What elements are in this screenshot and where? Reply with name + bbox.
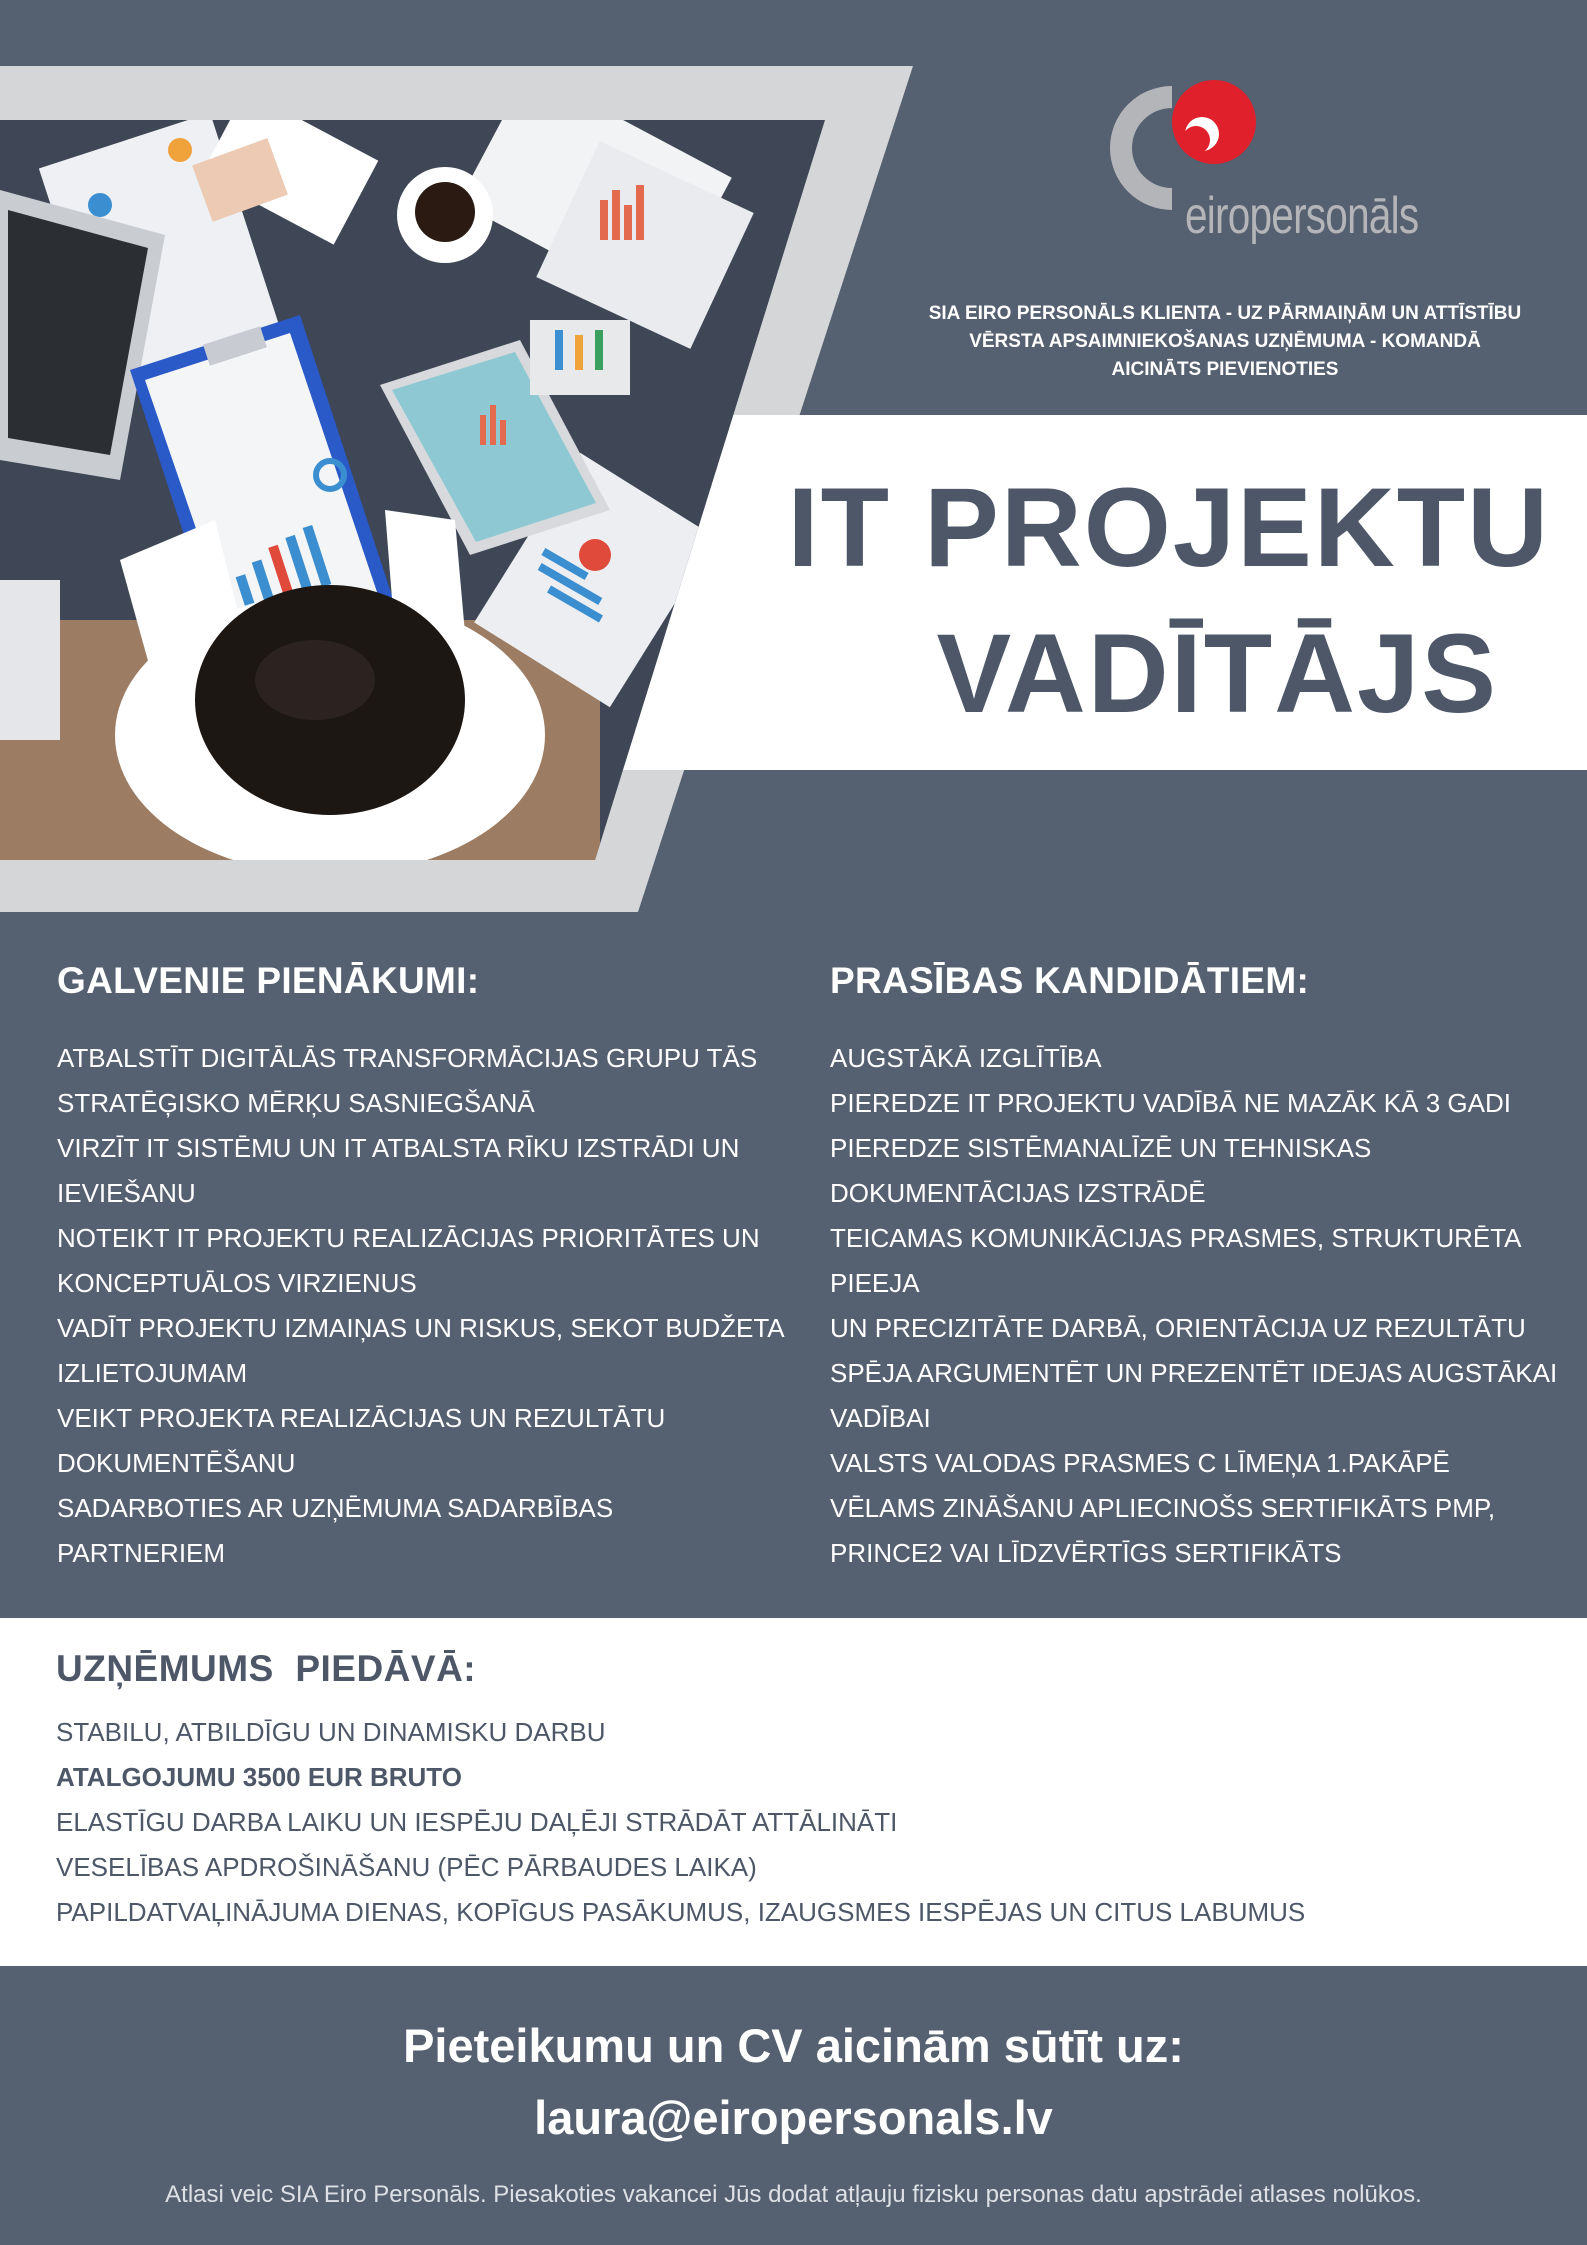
job-title-line-1: IT PROJEKTU bbox=[787, 465, 1550, 590]
requirements-line: UN PRECIZITĀTE DARBĀ, ORIENTĀCIJA UZ REZULTĀTU bbox=[830, 1313, 1526, 1343]
job-title bbox=[620, 455, 1550, 747]
requirements-line: SPĒJA ARGUMENTĒT UN PREZENTĒT IDEJAS AUGSTĀKAI bbox=[830, 1358, 1558, 1388]
intro-text bbox=[880, 300, 1570, 384]
requirements-line: PIEREDZE IT PROJEKTU VADĪBĀ NE MAZĀK KĀ 3 GADI bbox=[830, 1088, 1511, 1118]
job-title-line-2: VADĪTĀJS bbox=[936, 611, 1498, 736]
duties-line: PARTNERIEM bbox=[57, 1538, 226, 1568]
contact-email[interactable]: laura@eiropersonals.lv bbox=[534, 2091, 1053, 2144]
offer-list bbox=[56, 1710, 1305, 1935]
duties-line: SADARBOTIES AR UZŅĒMUMA SADARBĪBAS bbox=[57, 1493, 614, 1523]
intro-line: SIA EIRO PERSONĀLS KLIENTA - UZ PĀRMAIŅĀM UN ATTĪSTĪBU bbox=[928, 303, 1522, 324]
call-to-action bbox=[0, 2010, 1587, 2154]
requirements-line: VADĪBAI bbox=[830, 1403, 931, 1433]
duties-line: STRATĒĢISKO MĒRĶU SASNIEGŠANĀ bbox=[57, 1088, 535, 1118]
offer-item: PAPILDATVAĻINĀJUMA DIENAS, KOPĪGUS PASĀKUMUS, IZAUGSMES IESPĒJAS UN CITUS LABUMUS bbox=[56, 1897, 1306, 1927]
duties-line: NOTEIKT IT PROJEKTU REALIZĀCIJAS PRIORITĀTES UN bbox=[57, 1223, 760, 1253]
duties-line: IEVIEŠANU bbox=[57, 1178, 196, 1208]
duties-line: KONCEPTUĀLOS VIRZIENUS bbox=[57, 1268, 417, 1298]
requirements-line: PRINCE2 VAI LĪDZVĒRTĪGS SERTIFIKĀTS bbox=[830, 1538, 1342, 1568]
intro-line: AICINĀTS PIEVIENOTIES bbox=[1111, 359, 1339, 380]
duties-line: VADĪT PROJEKTU IZMAIŅAS UN RISKUS, SEKOT BUDŽETA bbox=[57, 1313, 785, 1343]
offer-heading: UZŅĒMUMS PIEDĀVĀ: bbox=[56, 1648, 477, 1689]
requirements-section bbox=[830, 960, 1575, 1576]
intro-line: VĒRSTA APSAIMNIEKOŠANAS UZŅĒMUMA - KOMANDĀ bbox=[969, 331, 1481, 352]
requirements-line: AUGSTĀKĀ IZGLĪTĪBA bbox=[830, 1043, 1102, 1073]
cta-text: Pieteikumu un CV aicinām sūtīt uz: bbox=[403, 2019, 1184, 2072]
offer-section bbox=[0, 1618, 1587, 1966]
logo-red-dot bbox=[1182, 126, 1210, 154]
duties-line: VEIKT PROJEKTA REALIZĀCIJAS UN REZULTĀTU bbox=[57, 1403, 666, 1433]
disclaimer-text: Atlasi veic SIA Eiro Personāls. Piesakoties vakancei Jūs dodat atļauju fizisku personas datu apstrādei atlases nolūkos. bbox=[165, 2181, 1422, 2208]
requirements-list bbox=[830, 1036, 1575, 1576]
offer-item: ELASTĪGU DARBA LAIKU UN IESPĒJU DAĻĒJI STRĀDĀT ATTĀLINĀTI bbox=[56, 1807, 898, 1837]
requirements-line: VALSTS VALODAS PRASMES C LĪMEŅA 1.PAKĀPĒ bbox=[830, 1448, 1450, 1478]
logo-gray-ring bbox=[1110, 86, 1172, 210]
duties-list bbox=[57, 1036, 787, 1576]
requirements-line: VĒLAMS ZINĀŠANU APLIECINOŠS SERTIFIKĀTS PMP, bbox=[830, 1493, 1496, 1523]
requirements-line: TEICAMAS KOMUNIKĀCIJAS PRASMES, STRUKTURĒTA PIEEJA bbox=[830, 1223, 1521, 1298]
requirements-line: PIEREDZE SISTĒMANALĪZĒ UN TEHNISKAS bbox=[830, 1133, 1372, 1163]
duties-line: IZLIETOJUMAM bbox=[57, 1358, 248, 1388]
duties-heading: GALVENIE PIENĀKUMI: bbox=[57, 960, 480, 1001]
logo-wordmark: eiropersonāls bbox=[1185, 187, 1419, 245]
duties-line: VIRZĪT IT SISTĒMU UN IT ATBALSTA RĪKU IZSTRĀDI UN bbox=[57, 1133, 740, 1163]
duties-section bbox=[57, 960, 787, 1576]
offer-item: VESELĪBAS APDROŠINĀŠANU (PĒC PĀRBAUDES LAIKA) bbox=[56, 1852, 757, 1882]
requirements-heading: PRASĪBAS KANDIDĀTIEM: bbox=[830, 960, 1310, 1001]
duties-line: DOKUMENTĒŠANU bbox=[57, 1448, 296, 1478]
duties-line: ATBALSTĪT DIGITĀLĀS TRANSFORMĀCIJAS GRUPU TĀS bbox=[57, 1043, 758, 1073]
offer-item-salary: ATALGOJUMU 3500 EUR BRUTO bbox=[56, 1762, 462, 1792]
offer-item: STABILU, ATBILDĪGU UN DINAMISKU DARBU bbox=[56, 1717, 606, 1747]
requirements-line: DOKUMENTĀCIJAS IZSTRĀDĒ bbox=[830, 1178, 1206, 1208]
